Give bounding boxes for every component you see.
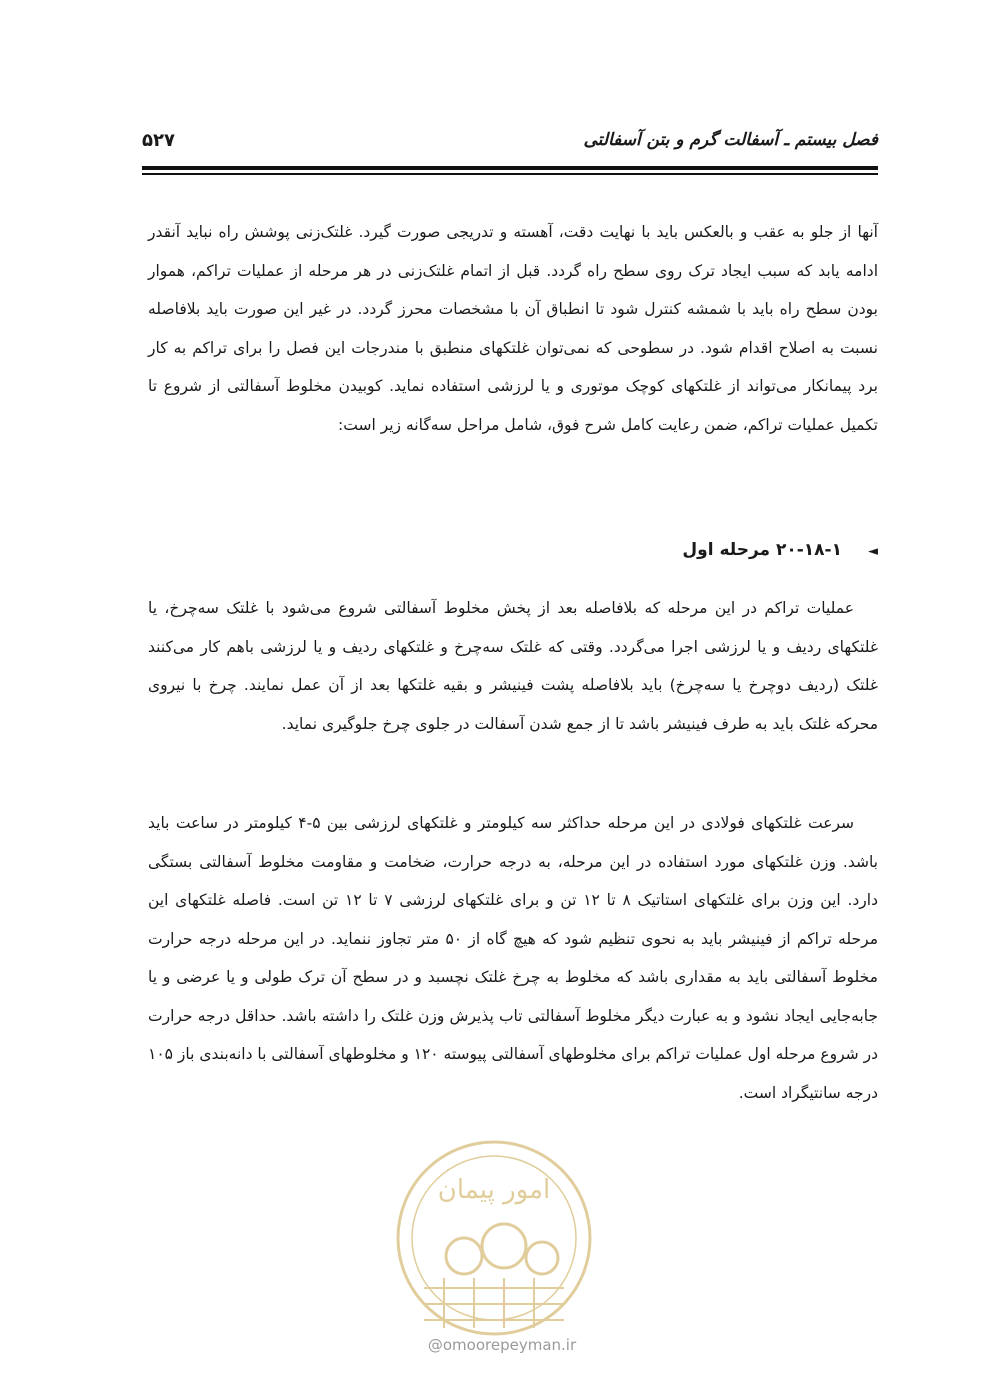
running-header <box>142 126 878 160</box>
gear-icon <box>526 1242 558 1274</box>
header-rule-thick <box>142 166 878 170</box>
watermark-url: @omoorepeyman.ir <box>427 1336 577 1354</box>
paragraph-text: عملیات تراکم در این مرحله که بلافاصله بعد از پخش مخلوط آسفالتی شروع می‌شود با غلتک سه‌چرخ، یا غلتکهای ردیف و یا لرزشی اجرا می‌گردد. وقتی که غلتک سه‌چرخ و غلتکهای ردیف و یا لرزشی باهم کار می‌کنند غلتک (ردیف دوچرخ یا سه‌چرخ) باید بلافاصله پشت فینیشر و بقیه غلتکها بعد از آن عمل نمایند. چرخ با نیروی محرکه غلتک باید به طرف فینیشر باشد تا از جمع شدن آسفالت در جلوی چرخ جلوگیری نماید. <box>148 599 878 733</box>
gear-icon <box>482 1224 526 1268</box>
page-number: ۵۲۷ <box>142 130 175 151</box>
triangle-left-icon: ◄ <box>868 544 878 559</box>
section-heading-text: ۲۰-۱۸-۱ مرحله اول <box>682 540 842 560</box>
stage1-paragraph <box>148 589 878 743</box>
intro-paragraph <box>148 213 878 444</box>
section-heading <box>682 540 878 560</box>
watermark-logo-text: امور پیمان <box>437 1175 551 1205</box>
paragraph-text: سرعت غلتکهای فولادی در این مرحله حداکثر سه کیلومتر و غلتکهای لرزشی بین ۵-۴ کیلومتر در ساعت باید باشد. وزن غلتکهای مورد استفاده در این مرحله، به درجه حرارت، ضخامت و مقاومت مخلوط آسفالتی بستگی دارد. این وزن برای غلتکهای استاتیک ۸ تا ۱۲ تن و برای غلتکهای لرزشی ۷ تا ۱۲ تن است. فاصله غلتکهای این مرحله تراکم از فینیشر باید به نحوی تنظیم شود که هیچ گاه از ۵۰ متر تجاوز ننماید. در این مرحله درجه حرارت مخلوط آسفالتی باید به مقداری باشد که مخلوط به چرخ غلتک نچسبد و در سطح آن ترک طولی و یا عرضی و یا جابه‌جایی ایجاد نشود و به عبارت دیگر مخلوط آسفالتی تاب پذیرش وزن غلتک را داشته باشد. حداقل درجه حرارت در شروع مرحله اول عملیات تراکم برای مخلوطهای آسفالتی پیوسته ۱۲۰ و مخلوطهای آسفالتی با دانه‌بندی باز ۱۰۵ درجه سانتیگراد است. <box>148 814 879 1102</box>
header-rule-thin <box>142 173 878 175</box>
grid-icon <box>424 1278 564 1328</box>
watermark-outer-ring <box>398 1142 590 1334</box>
speed-paragraph <box>148 804 878 1112</box>
watermark-logo <box>384 1128 604 1368</box>
chapter-title: فصل بیستم ـ آسفالت گرم و بتن آسفالتی <box>583 130 878 150</box>
gear-icon <box>446 1238 482 1274</box>
paragraph-text: آنها از جلو به عقب و بالعکس باید با نهایت دقت، آهسته و تدریجی صورت گیرد. غلتک‌زنی پوشش راه نباید آنقدر ادامه یابد که سبب ایجاد ترک روی سطح راه گردد. قبل از اتمام غلتک‌زنی در هر مرحله از عملیات تراکم، هموار بودن سطح راه باید با شمشه کنترل شود تا انطباق آن با مشخصات محرز گردد. در غیر این صورت باید بلافاصله نسبت به اصلاح اقدام شود. در سطوحی که نمی‌توان غلتکهای منطبق با مندرجات این فصل را برای تراکم به کار برد پیمانکار می‌تواند از غلتکهای کوچک موتوری و یا لرزشی استفاده نماید. کوبیدن مخلوط آسفالتی از شروع تا تکمیل عملیات تراکم، ضمن رعایت کامل شرح فوق، شامل مراحل سه‌گانه زیر است: <box>148 223 878 434</box>
